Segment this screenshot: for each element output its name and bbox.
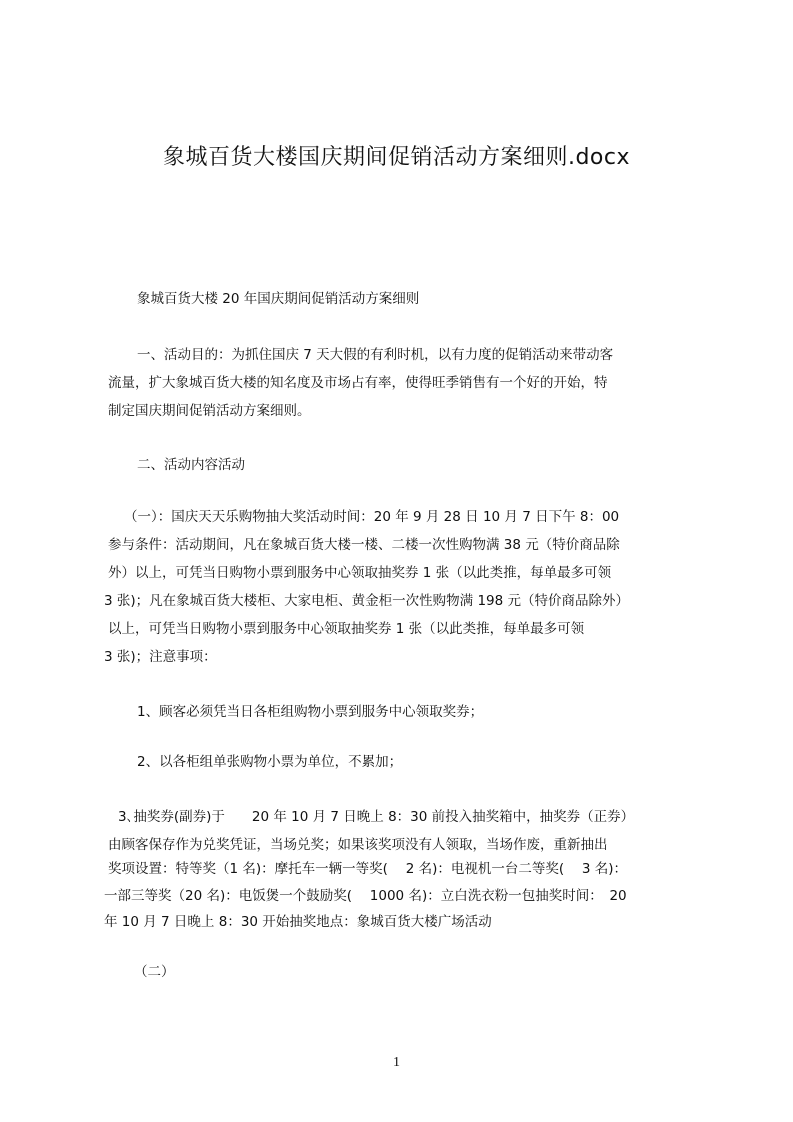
part1-line-5: 以上，可凭当日购物小票到服务中心领取抽奖券 1 张（以此类推，每单最多可领 bbox=[108, 621, 585, 637]
document-subtitle: 象城百货大楼 20 年国庆期间促销活动方案细则 bbox=[137, 291, 420, 307]
note-line-2: 2、以各柜组单张购物小票为单位，不累加； bbox=[137, 754, 403, 770]
note3-line-2: 由顾客保存作为兑奖凭证，当场兑奖；如果该奖项没有人领取，当场作废，重新抽出 bbox=[108, 837, 608, 853]
document-title: 象城百货大楼国庆期间促销活动方案细则.docx bbox=[162, 145, 631, 170]
part1-line-2: 参与条件：活动期间，凡在象城百货大楼一楼、二楼一次性购物满 38 元（特价商品除 bbox=[108, 537, 620, 553]
part1-line-4: 3 张)；凡在象城百货大楼柜、大家电柜、黄金柜一次性购物满 198 元（特价商品除外） bbox=[104, 593, 629, 609]
purpose-line-3: 制定国庆期间促销活动方案细则。 bbox=[108, 403, 311, 419]
purpose-line-1: 一、活动目的：为抓住国庆 7 天大假的有利时机，以有力度的促销活动来带动客 bbox=[137, 347, 614, 363]
page-number: 1 bbox=[393, 1055, 400, 1070]
part1-line-3: 外）以上，可凭当日购物小票到服务中心领取抽奖券 1 张（以此类推，每单最多可领 bbox=[108, 565, 612, 581]
part1-line-6: 3 张)；注意事项： bbox=[104, 649, 217, 665]
note3-line-4: 一部三等奖（20 名)：电饭煲一个鼓励奖( 1000 名)：立白洗衣粉一包抽奖时间： 20 bbox=[104, 888, 627, 904]
note3-line-3: 奖项设置：特等奖（1 名)：摩托车一辆一等奖( 2 名)：电视机一台二等奖( 3 名)： bbox=[108, 861, 628, 877]
part2-heading: （二） bbox=[134, 964, 175, 980]
note3-line-5: 年 10 月 7 日晚上 8：30 开始抽奖地点：象城百货大楼广场活动 bbox=[104, 914, 492, 930]
section-heading-content: 二、活动内容活动 bbox=[137, 457, 245, 473]
note3-line-1: 3､抽奖券(副券)于 20 年 10 月 7 日晚上 8：30 前投入抽奖箱中，抽奖券（正券） bbox=[118, 809, 635, 825]
purpose-line-2: 流量，扩大象城百货大楼的知名度及市场占有率，使得旺季销售有一个好的开始，特 bbox=[108, 375, 608, 391]
part1-line-1: （一）：国庆天天乐购物抽大奖活动时间：20 年 9 月 28 日 10 月 7 日下午 8：00 bbox=[124, 509, 620, 525]
note-line-1: 1、顾客必须凭当日各柜组购物小票到服务中心领取奖券； bbox=[137, 704, 484, 720]
